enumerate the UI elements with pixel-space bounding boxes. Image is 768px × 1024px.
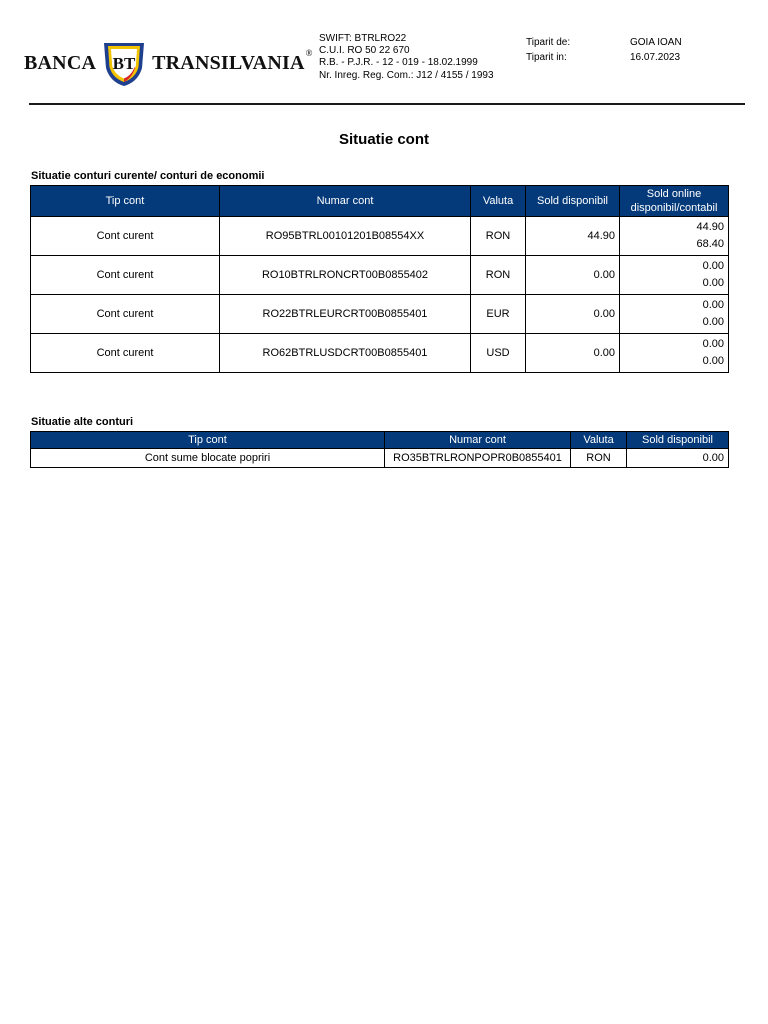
other-accounts-table xyxy=(30,431,729,468)
account-number: RO62BTRLUSDCRT00B0855401 xyxy=(220,334,471,373)
column-header-numar-cont: Numar cont xyxy=(385,432,571,449)
printed-on-value: 16.07.2023 xyxy=(630,52,681,63)
page-title: Situatie cont xyxy=(338,131,429,148)
cui-line: C.U.I. RO 50 22 670 xyxy=(319,45,410,57)
account-currency: RON xyxy=(471,256,526,295)
available-balance: 44.90 xyxy=(526,217,620,256)
available-balance: 0.00 xyxy=(526,334,620,373)
account-currency: USD xyxy=(471,334,526,373)
current-accounts-table xyxy=(30,185,729,373)
account-type: Cont curent xyxy=(31,217,220,256)
table-row xyxy=(31,449,729,468)
available-balance: 0.00 xyxy=(526,295,620,334)
print-labels xyxy=(526,35,570,65)
column-header-sold-online: Sold online disponibil/contabil xyxy=(620,186,729,217)
print-values xyxy=(630,35,682,65)
online-available: 0.00 xyxy=(702,260,724,272)
registration-line: Nr. Inreg. Reg. Com.: J12 / 4155 / 1993 xyxy=(319,69,494,81)
table-row xyxy=(31,256,729,295)
other-accounts-title: Situatie alte conturi xyxy=(31,416,134,428)
column-header-tip-cont: Tip cont xyxy=(31,432,385,449)
account-number: RO35BTRLRONPOPR0B0855401 xyxy=(385,449,571,468)
printed-on-label: Tiparit in: xyxy=(526,52,567,63)
registered-mark: ® xyxy=(305,48,313,58)
online-balance xyxy=(620,256,729,295)
online-balance xyxy=(620,334,729,373)
column-header-sold-disponibil: Sold disponibil xyxy=(627,432,729,449)
table-header-row xyxy=(31,432,729,449)
account-currency: RON xyxy=(571,449,627,468)
account-currency: RON xyxy=(471,217,526,256)
account-number: RO95BTRL00101201B08554XX xyxy=(220,217,471,256)
online-available: 0.00 xyxy=(702,299,724,311)
current-accounts-title: Situatie conturi curente/ conturi de economii xyxy=(31,170,265,182)
header-divider xyxy=(29,103,745,105)
logo-text-transilvania: TRANSILVANIA xyxy=(152,51,305,74)
account-type: Cont curent xyxy=(31,256,220,295)
account-type: Cont curent xyxy=(31,334,220,373)
account-number: RO10BTRLRONCRT00B0855402 xyxy=(220,256,471,295)
online-accounting: 68.40 xyxy=(696,238,724,250)
table-header-row xyxy=(31,186,729,217)
table-row xyxy=(31,334,729,373)
logo-text-banca: BANCA xyxy=(24,51,97,74)
online-accounting: 0.00 xyxy=(702,277,724,289)
online-accounting: 0.00 xyxy=(702,316,724,328)
rb-line: R.B. - P.J.R. - 12 - 019 - 18.02.1999 xyxy=(319,57,478,69)
account-number: RO22BTRLEURCRT00B0855401 xyxy=(220,295,471,334)
column-header-valuta: Valuta xyxy=(471,186,526,217)
bank-info xyxy=(319,33,494,82)
table-row xyxy=(31,295,729,334)
account-currency: EUR xyxy=(471,295,526,334)
account-type: Cont curent xyxy=(31,295,220,334)
table-row xyxy=(31,217,729,256)
account-type: Cont sume blocate popriri xyxy=(31,449,385,468)
column-header-numar-cont: Numar cont xyxy=(220,186,471,217)
online-available: 0.00 xyxy=(702,338,724,350)
swift-line: SWIFT: BTRLRO22 xyxy=(319,33,407,44)
online-accounting: 0.00 xyxy=(702,355,724,367)
available-balance: 0.00 xyxy=(627,449,729,468)
online-balance xyxy=(620,295,729,334)
bt-shield-icon xyxy=(100,38,148,88)
printed-by-value: GOIA IOAN xyxy=(630,37,682,48)
bank-logo xyxy=(24,38,312,88)
online-balance xyxy=(620,217,729,256)
printed-by-label: Tiparit de: xyxy=(526,37,571,48)
online-available: 44.90 xyxy=(696,221,724,233)
column-header-sold-disponibil: Sold disponibil xyxy=(526,186,620,217)
column-header-valuta: Valuta xyxy=(571,432,627,449)
available-balance: 0.00 xyxy=(526,256,620,295)
column-header-tip-cont: Tip cont xyxy=(31,186,220,217)
logo-mark: BT xyxy=(112,54,136,73)
